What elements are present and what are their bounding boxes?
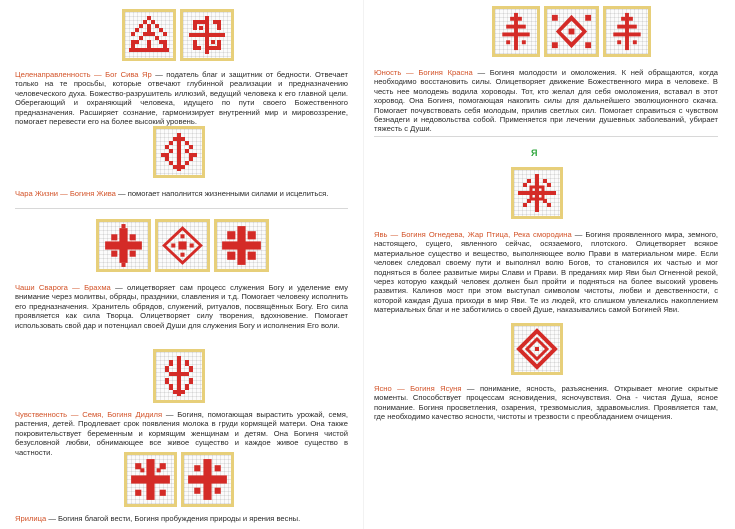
section-letter: Я [531, 148, 538, 158]
text-svarog: — олицетворяет сам процесс служения Богу и уделение ему внимание через молитвы, обряды, праздники, славления и т.д. Помогает человеку исполнить его предназначения. Хранитель обрядов, служений, ритуалов, посвящённых Богу. Его сила проявляется как сила Творца. Олицетворяет силу творения, вдохновение. Помогает использовать свой дар и потенциал своей Души для служения Богу и исполнения Его воли. [15, 283, 348, 330]
ornament-zhiva [153, 126, 205, 178]
title-yarilitsa: Ярилица [15, 514, 47, 523]
ornament-row-krasna [492, 6, 651, 57]
ornament-yarilitsa-2 [181, 452, 234, 507]
ornament-siva-yar-1 [122, 9, 176, 61]
ornament-krasna-3 [603, 6, 651, 57]
ornament-didilya [153, 349, 205, 403]
paragraph-didilya [15, 410, 348, 457]
text-zhiva: — помогает наполнится жизненными силами и исцелиться. [115, 189, 329, 198]
title-yasunya: Ясно — Богиня Ясуня [374, 384, 462, 393]
ornament-row-ognedeva [511, 167, 563, 219]
title-zhiva: Чара Жизни — Богиня Жива [15, 189, 116, 198]
ornament-row-didilya [153, 349, 205, 403]
ornament-svarog-2 [155, 219, 210, 272]
ornament-row-svarog [96, 219, 269, 272]
text-didilya: — Богиня, помогающая вырастить урожай, семя, растения, детей. Продлевает срок появления молока в груди кормящей матери. Она также покровительствует беременным и кормящим женщинам и детям. Она Богиня чистой безусловной любви, обнимающее все живое существо и каждое живое существо в частности. [15, 410, 348, 457]
ornament-svarog-1 [96, 219, 151, 272]
ornament-krasna-1 [492, 6, 540, 57]
title-ognedeva: Явь — Богиня Огнедева, Жар Птица, Река смородина [374, 230, 572, 239]
separator-right [374, 136, 718, 137]
text-siva-yar: — податель благ и защитник от бедности. Отвечает только на те просьбы, которые отвечают глубинной реализации и предназначению человеческого духа. Божество-разрушитель иллюзий, ведущий человека к его главной цели. Оберегающий и охраняющий человека, идущего по пути своего Божественного предназначения. Расширяет сознание, гармонизирует внутренний мир и мировоззрение, помогает перевести его на более высокий уровень. [15, 70, 348, 127]
left-column [0, 0, 362, 529]
title-didilya: Чувственность — Семя, Богиня Дидиля [15, 410, 163, 419]
separator [15, 208, 348, 209]
paragraph-siva-yar [15, 70, 348, 126]
column-divider [363, 0, 364, 529]
title-svarog: Чаши Сварога — Брахма [15, 283, 111, 292]
paragraph-yasunya [374, 384, 718, 422]
ornament-ognedeva [511, 167, 563, 219]
text-yasunya: — понимание, ясность, разъяснения. Открывает многие скрытые моменты. Способствует процессам ясновидения, ясночувствия. Она - чистая Душа, ясное понимание. Богиня просветления, озарения, трезвомыслия, здравомыслия. Проявляется там, где необходимо качество ясности, чистоты и трезвости с преобладанием очищения. [374, 384, 719, 422]
right-column [366, 0, 735, 529]
ornament-row-yarilitsa [124, 452, 234, 507]
paragraph-krasna [374, 68, 718, 134]
text-yarilitsa: — Богиня благой вести, Богиня пробуждения природы и ярения весны. [46, 514, 301, 523]
ornament-row-siva-yar [122, 9, 234, 61]
paragraph-yarilitsa [15, 514, 348, 523]
ornament-yarilitsa-1 [124, 452, 177, 507]
ornament-siva-yar-2 [180, 9, 234, 61]
title-siva-yar: Целенаправленность — Бог Сива Яр [15, 70, 152, 79]
paragraph-zhiva [15, 189, 348, 198]
ornament-krasna-2 [544, 6, 599, 57]
text-ognedeva: — Богиня проявленного мира, земного, настоящего, сущего, явленного сейчас, осязаемого, плотского. Олицетворяет всякое материальное существо и вещество, выполняющее волю Прави в материальном мире. Если человек следовал своему пути и выполнял волю Богов, то становился их частью и мог подняться в более развитые миры Слави и Прави. В преданиях мир Яви был Огненной рекой, через которую каждый человек должен был пройти и подняться на более высокий уровень развития. Калинов мост при этом выступал символом чистоты, любви и девственности, с которой каждая Душа приходи в мир Яви. Те из людей, кто слишком увлекались накоплением материальных благ и не заботились о своей Душе, наказывались самой Богиней Яви. [374, 230, 719, 315]
ornament-yasunya [511, 323, 563, 375]
paragraph-svarog [15, 283, 348, 330]
ornament-row-zhiva [153, 126, 205, 178]
ornament-svarog-3 [214, 219, 269, 272]
paragraph-ognedeva [374, 230, 718, 315]
text-krasna: — Богиня молодости и омоложения. К ней обращаются, когда необходимо восстановить силы. Олицетворяет движение Божественного мира в человеке. В честь нее молодежь водила хороводы. Тот, кто желал для себя омоложения, вставал в этот хоровод. Она Богиня, помогающая накопить силы для дальнейшего эволюционного скачка. Помогает почувствовать себя молодым, прилив светлых сил. Помогает справиться с чувством безнадеги и недовольства собой. Применяется при лечении душевных заболеваний, убирает тяжесть с Души. [374, 68, 718, 134]
title-krasna: Юность — Богиня Красна [374, 68, 473, 77]
ornament-row-yasunya [511, 323, 563, 375]
